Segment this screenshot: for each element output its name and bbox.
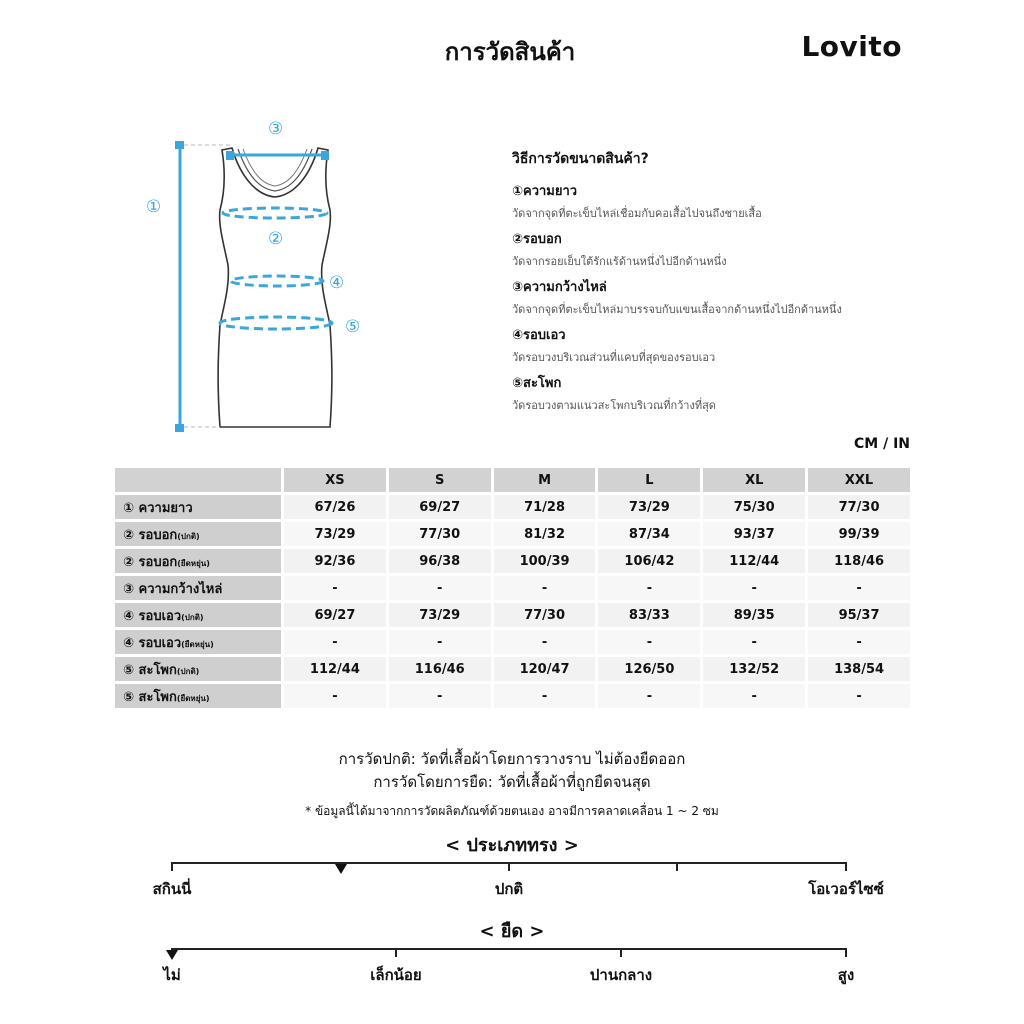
fit-title: < ประเภททรง > xyxy=(445,835,579,856)
fit-tick xyxy=(508,862,510,871)
how-to-measure xyxy=(512,148,932,420)
table-cell: 92/36 xyxy=(284,549,386,573)
size-header: XXL xyxy=(808,468,910,492)
table-cell: 99/39 xyxy=(808,522,910,546)
table-row xyxy=(115,549,910,573)
table-cell: 96/38 xyxy=(389,549,491,573)
table-cell: - xyxy=(494,684,596,708)
table-cell: 95/37 xyxy=(808,603,910,627)
row-label xyxy=(115,684,281,708)
table-cell: 89/35 xyxy=(703,603,805,627)
table-cell: 83/33 xyxy=(598,603,700,627)
page-title: การวัดสินค้า xyxy=(444,38,576,66)
unit-label: CM / IN xyxy=(854,436,910,452)
stretch-label-medium: ปานกลาง xyxy=(589,966,653,984)
table-row xyxy=(115,603,910,627)
table-cell: 77/30 xyxy=(389,522,491,546)
stretch-title: < ยืด > xyxy=(479,921,545,942)
row-label-text: ④ รอบเอว xyxy=(123,608,182,624)
stretch-scale-line xyxy=(172,948,846,950)
table-cell: 75/30 xyxy=(703,495,805,519)
fit-tick xyxy=(845,862,847,871)
table-cell: - xyxy=(703,684,805,708)
row-label-text: ② รอบอก xyxy=(123,527,178,543)
stretch-tick xyxy=(620,948,622,957)
stretch-label-slight: เล็กน้อย xyxy=(370,966,422,984)
table-cell: 116/46 xyxy=(389,657,491,681)
stretch-tick xyxy=(395,948,397,957)
fit-label-regular: ปกติ xyxy=(494,880,524,898)
stretch-tick xyxy=(845,948,847,957)
marker-length: ① xyxy=(146,197,162,217)
table-cell: - xyxy=(598,684,700,708)
how-to-item: ⑤สะโพก วัดรอบวงตามแนวสะโพกบริเวณที่กว้างที่สุด xyxy=(512,376,716,412)
table-cell: 67/26 xyxy=(284,495,386,519)
size-table xyxy=(112,465,913,711)
row-label-qualifier: (ยืดหยุ่น) xyxy=(177,558,210,568)
row-label-qualifier: (ปกติ) xyxy=(181,612,204,622)
note-stretch: การวัดโดยการยืด: วัดที่เสื้อผ้าที่ถูกยืดจนสุด xyxy=(373,773,651,791)
row-label xyxy=(115,549,281,573)
table-cell: 106/42 xyxy=(598,549,700,573)
fit-tick xyxy=(171,862,173,871)
table-cell: 73/29 xyxy=(284,522,386,546)
table-cell: 100/39 xyxy=(494,549,596,573)
table-row xyxy=(115,576,910,600)
size-header: XL xyxy=(703,468,805,492)
table-cell: 112/44 xyxy=(703,549,805,573)
row-label-text: ④ รอบเอว xyxy=(123,635,182,651)
row-label-text: ① ความยาว xyxy=(123,500,193,516)
table-cell: 138/54 xyxy=(808,657,910,681)
table-cell: - xyxy=(389,684,491,708)
table-corner xyxy=(115,468,281,492)
table-cell: - xyxy=(284,630,386,654)
table-row xyxy=(115,684,910,708)
size-header: L xyxy=(598,468,700,492)
row-label-qualifier: (ยืดหยุ่น) xyxy=(176,693,210,703)
table-header-row xyxy=(115,468,910,492)
how-to-item: ①ความยาว วัดจากจุดที่ตะเข็บไหล่เชื่อมกับคอเสื้อไปจนถึงชายเสื้อ xyxy=(512,184,762,220)
dress-measurement-figure xyxy=(140,115,380,435)
fit-marker-icon xyxy=(335,864,347,874)
fit-label-oversize: โอเวอร์ไซซ์ xyxy=(808,880,884,898)
how-to-item: ④รอบเอว วัดรอบวงบริเวณส่วนที่แคบที่สุดของรอบเอว xyxy=(512,328,716,364)
table-row xyxy=(115,657,910,681)
how-to-title: วิธีการวัดขนาดสินค้า? xyxy=(512,151,649,167)
marker-bust: ② xyxy=(268,229,284,249)
table-cell: 69/27 xyxy=(284,603,386,627)
table-cell: 77/30 xyxy=(808,495,910,519)
table-cell: - xyxy=(284,684,386,708)
row-label-qualifier: (ยืดหยุ่น) xyxy=(181,639,214,649)
size-header: XS xyxy=(284,468,386,492)
row-label xyxy=(115,603,281,627)
table-cell: 118/46 xyxy=(808,549,910,573)
table-cell: - xyxy=(808,684,910,708)
marker-shoulder: ③ xyxy=(268,119,284,139)
table-row xyxy=(115,522,910,546)
row-label-text: ③ ความกว้างไหล่ xyxy=(123,581,223,597)
marker-waist: ④ xyxy=(329,273,345,293)
table-cell: 93/37 xyxy=(703,522,805,546)
fit-label-skinny: สกินนี่ xyxy=(152,880,192,898)
marker-hip: ⑤ xyxy=(345,317,361,337)
row-label xyxy=(115,522,281,546)
how-to-item: ③ความกว้างไหล่ วัดจากจุดที่ตะเข็บไหล่มาบรรจบกับแขนเสื้อจากด้านหนึ่งไปอีกด้านหนึ่ง xyxy=(512,280,842,316)
stretch-label-none: ไม่ xyxy=(163,966,181,984)
table-cell: - xyxy=(808,576,910,600)
fit-tick xyxy=(676,862,678,871)
how-to-item: ②รอบอก วัดจากรอยเย็บใต้รักแร้ด้านหนึ่งไปอีกด้านหนึ่ง xyxy=(512,232,727,268)
table-cell: 132/52 xyxy=(703,657,805,681)
note-normal: การวัดปกติ: วัดที่เสื้อผ้าโดยการวางราบ ไม่ต้องยืดออก xyxy=(338,750,686,768)
row-label xyxy=(115,495,281,519)
table-cell: - xyxy=(808,630,910,654)
stretch-marker-icon xyxy=(166,950,178,960)
table-cell: - xyxy=(598,576,700,600)
row-label-text: ⑤ สะโพก xyxy=(123,662,177,678)
table-cell: - xyxy=(703,576,805,600)
row-label xyxy=(115,630,281,654)
row-label-qualifier: (ปกติ) xyxy=(176,666,200,676)
table-cell: 73/29 xyxy=(389,603,491,627)
brand-logo: Lovito xyxy=(801,30,902,63)
row-label xyxy=(115,576,281,600)
table-cell: - xyxy=(389,576,491,600)
note-disclaimer: * ข้อมูลนี้ได้มาจากการวัดผลิตภัณฑ์ด้วยตนเอง อาจมีการคลาดเคลื่อน 1 ~ 2 ซม xyxy=(305,804,719,818)
table-cell: - xyxy=(703,630,805,654)
table-cell: - xyxy=(494,576,596,600)
table-cell: - xyxy=(284,576,386,600)
table-cell: 73/29 xyxy=(598,495,700,519)
row-label-text: ⑤ สะโพก xyxy=(123,689,177,705)
row-label-qualifier: (ปกติ) xyxy=(177,531,200,541)
table-cell: 120/47 xyxy=(494,657,596,681)
table-cell: - xyxy=(389,630,491,654)
table-row xyxy=(115,495,910,519)
table-cell: 77/30 xyxy=(494,603,596,627)
table-row xyxy=(115,630,910,654)
table-cell: - xyxy=(494,630,596,654)
measurement-notes xyxy=(0,748,1024,821)
size-header: S xyxy=(389,468,491,492)
table-cell: 112/44 xyxy=(284,657,386,681)
table-cell: 69/27 xyxy=(389,495,491,519)
table-cell: 81/32 xyxy=(494,522,596,546)
size-header: M xyxy=(494,468,596,492)
table-cell: 87/34 xyxy=(598,522,700,546)
table-cell: 71/28 xyxy=(494,495,596,519)
row-label-text: ② รอบอก xyxy=(123,554,178,570)
table-cell: 126/50 xyxy=(598,657,700,681)
row-label xyxy=(115,657,281,681)
table-cell: - xyxy=(598,630,700,654)
stretch-label-high: สูง xyxy=(837,966,855,984)
